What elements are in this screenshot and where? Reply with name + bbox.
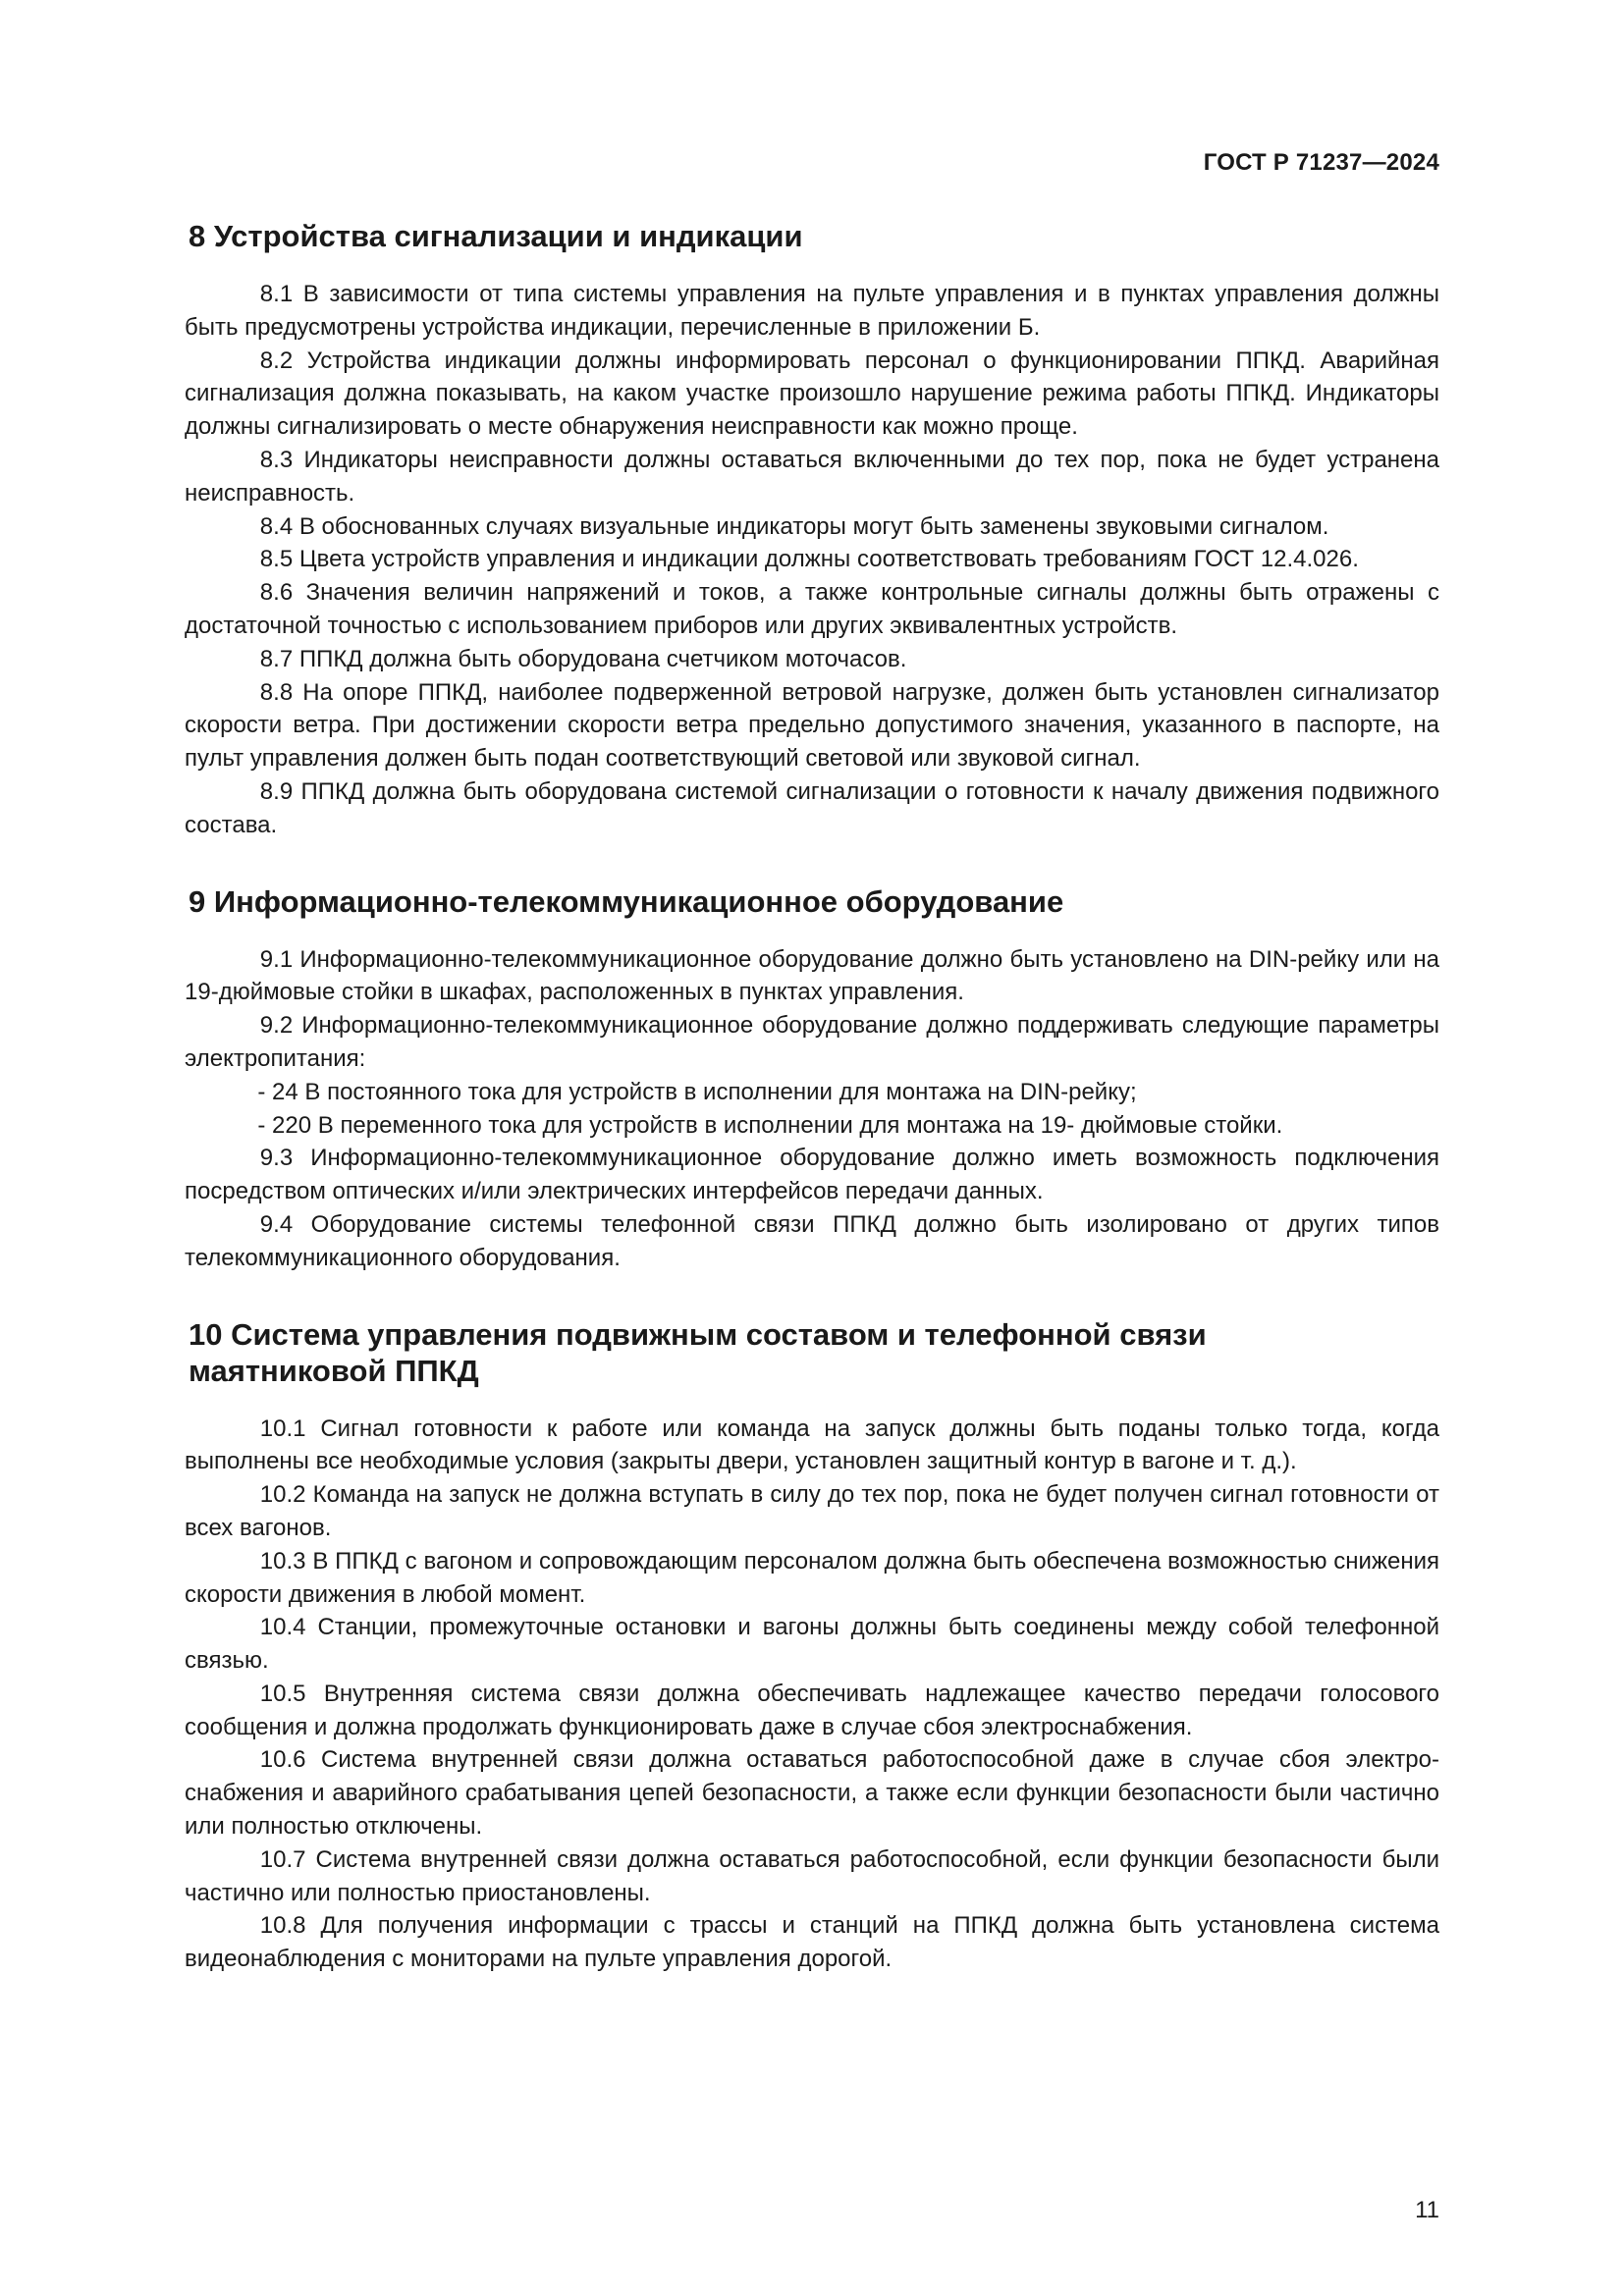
section-9 — [185, 883, 1439, 1275]
paragraph-8-9: 8.9 ППКД должна быть оборудована системой сигнализации о готовности к началу движения подвижного состава. — [185, 777, 1439, 838]
paragraph-10-1: 10.1 Сигнал готовности к работе или команда на запуск должны быть поданы только тогда, когда выполнены все необходимые условия (закрыты двери, установлен защитный контур в вагоне и т. д.). — [185, 1415, 1439, 1475]
section-10-title-line-1: 10 Система управления подвижным составом и телефонной связи — [189, 1316, 1207, 1352]
paragraph-9-1: 9.1 Информационно-телекоммуникационное оборудование должно быть установлено на DIN-рейку или на 19-дюймовые стойки в шкафах, расположенных в пунктах управления. — [185, 945, 1439, 1006]
page-content — [185, 218, 1439, 1976]
paragraph-8-1: 8.1 В зависимости от типа системы управления на пульте управления и в пунктах управления должны быть предусмотрены устройства индикации, перечисленные в приложении Б. — [185, 281, 1439, 341]
paragraph-9-4: 9.4 Оборудование системы телефонной связи ППКД должно быть изолировано от других типов телекоммуникационного оборудования. — [185, 1210, 1439, 1271]
standard-code-header: ГОСТ Р 71237—2024 — [1203, 149, 1439, 176]
paragraph-9-3: 9.3 Информационно-телекоммуникационное оборудование должно иметь возможность подключения посредством оптических и/или электрических интерфейсов передачи данных. — [185, 1145, 1439, 1205]
page-number: 11 — [1415, 2197, 1439, 2223]
list-item-24v: - 24 В постоянного тока для устройств в исполнении для монтажа на DIN-рейку; — [257, 1078, 1137, 1105]
paragraph-10-6: 10.6 Система внутренней связи должна оставаться работоспособной даже в случае сбоя электроснабжения и аварийного срабатывания цепей безопасности, а также если функции безопасности были частично или полностью отключены. — [185, 1746, 1439, 1841]
section-10-title-line-2: маятниковой ППКД — [189, 1353, 479, 1388]
paragraph-10-7: 10.7 Система внутренней связи должна оставаться работоспособной, если функции безопасности были частично или полностью приостановлены. — [185, 1845, 1439, 1906]
paragraph-10-4: 10.4 Станции, промежуточные остановки и вагоны должны быть соединены между собой телефонной связью. — [185, 1614, 1439, 1675]
section-9-title: 9 Информационно-телекоммуникационное оборудование — [189, 883, 1064, 919]
paragraph-8-2: 8.2 Устройства индикации должны информировать персонал о функционировании ППКД. Аварийная сигнализация должна показывать, на каком участке произошло нарушение режима работы ППКД. Индикаторы должны сигнализировать о месте обнаружения неисправности как можно проще. — [185, 347, 1439, 441]
paragraph-8-7: 8.7 ППКД должна быть оборудована счетчиком моточасов. — [259, 645, 907, 672]
paragraph-10-2: 10.2 Команда на запуск не должна вступать в силу до тех пор, пока не будет получен сигнал готовности от всех вагонов. — [185, 1481, 1439, 1541]
paragraph-10-3: 10.3 В ППКД с вагоном и сопровождающим персоналом должна быть обеспечена возможностью снижения скорости движения в любой момент. — [185, 1547, 1439, 1608]
list-item-220v: - 220 В переменного тока для устройств в исполнении для монтажа на 19- дюймовые стойки. — [257, 1111, 1283, 1139]
paragraph-10-8: 10.8 Для получения информации с трассы и станций на ППКД должна быть установлена система видеонаблюдения с мониторами на пульте управления дорогой. — [185, 1912, 1439, 1973]
paragraph-8-8: 8.8 На опоре ППКД, наиболее подверженной ветровой нагрузке, должен быть установлен сигнализатор скорости ветра. При достижении скорости ветра предельно допустимого значения, указанного в паспорте, на пульт управления должен быть подан соответствующий световой или звуковой сигнал. — [185, 678, 1439, 773]
section-8 — [185, 218, 1439, 842]
section-8-title: 8 Устройства сигнализации и индикации — [189, 219, 803, 253]
section-10 — [185, 1316, 1439, 1977]
paragraph-8-5: 8.5 Цвета устройств управления и индикации должны соответствовать требованиям ГОСТ 12.4.026. — [259, 546, 1359, 573]
paragraph-8-4: 8.4 В обоснованных случаях визуальные индикаторы могут быть заменены звуковыми сигналом. — [259, 512, 1329, 540]
paragraph-9-2: 9.2 Информационно-телекоммуникационное оборудование должно поддерживать следующие параметры электропитания: — [185, 1012, 1439, 1072]
paragraph-10-5: 10.5 Внутренняя система связи должна обеспечивать надлежащее качество передачи голосового сообщения и должна продолжать функционировать даже в случае сбоя электроснабжения. — [185, 1680, 1439, 1740]
section-10-title — [185, 1316, 1439, 1389]
paragraph-8-3: 8.3 Индикаторы неисправности должны оставаться включенными до тех пор, пока не будет устранена неисправность. — [185, 446, 1439, 507]
paragraph-8-6: 8.6 Значения величин напряжений и токов, а также контрольные сигналы должны быть отражены с достаточной точностью с использованием приборов или других эквивалентных устройств. — [185, 579, 1439, 639]
